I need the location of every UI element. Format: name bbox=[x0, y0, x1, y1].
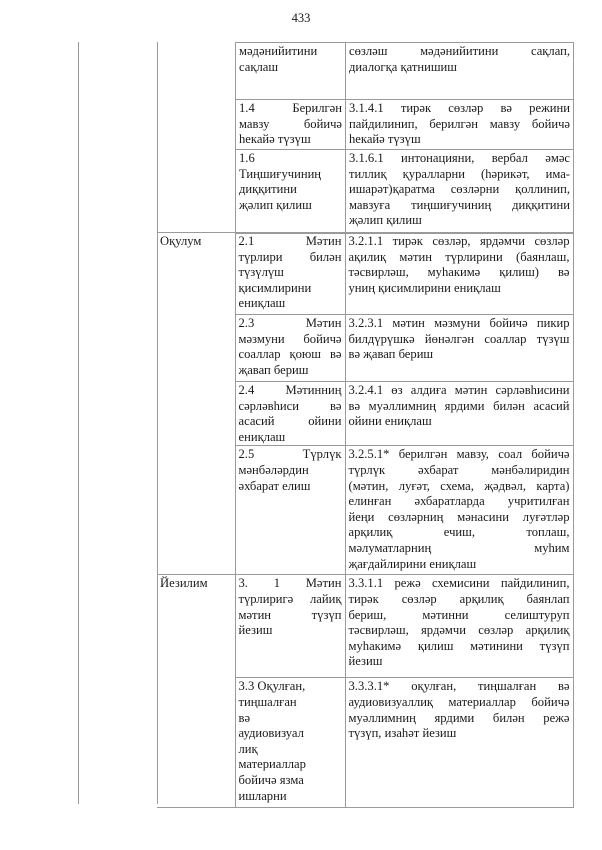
skill-label: Йезилим bbox=[160, 576, 208, 591]
text-line: бойичә язма bbox=[238, 772, 304, 787]
text-line: 2.1 Мәтин bbox=[238, 234, 342, 248]
text-line: униң қисимлирини ениқлаш bbox=[348, 280, 501, 295]
skill-cell-writing bbox=[157, 575, 235, 808]
outcome-cell bbox=[346, 150, 574, 234]
text-line: 2.4 Мәтинниң bbox=[238, 383, 342, 397]
table-row bbox=[157, 575, 573, 678]
text-line: җәлип қилиш bbox=[349, 213, 422, 228]
page-number: 433 bbox=[291, 11, 311, 25]
text-line: ишларни bbox=[238, 788, 287, 803]
text-line: муһакимә қилиш мәтинини түзүп bbox=[348, 638, 570, 653]
objective-cell bbox=[235, 575, 345, 678]
text-line: түрлүк әхбарат мәнбәлиридин bbox=[348, 462, 570, 477]
text-line: 3.1.4.1 тирәк сөзләр вә режини bbox=[349, 101, 570, 115]
text-line: (мәтин, луғәт, схема, җәдвәл, карта) bbox=[348, 478, 570, 493]
table-row bbox=[236, 43, 574, 100]
text-line: 3. 1 Мәтин bbox=[238, 576, 342, 591]
text-line: 2.3 Мәтин bbox=[238, 316, 342, 330]
text-line: йезиш bbox=[348, 654, 383, 669]
text-line: 3.2.3.1 мәтин мәзмуни бойичә пикир bbox=[348, 316, 570, 330]
text-line: 1.4 Берилгән bbox=[239, 101, 342, 115]
text-line: 3.3.3.1* оқулған, тиңшалған вә bbox=[348, 679, 570, 694]
text-line: тәсвирләш, муһакимә қилиш) вә bbox=[348, 265, 570, 280]
text-line: 3.3.1.1 режә схемисини пайдилинип, bbox=[348, 576, 570, 591]
objective-cell bbox=[235, 233, 345, 315]
text-line: түрлири билән bbox=[238, 249, 342, 264]
text-line: мәлуматларниң муһим bbox=[348, 540, 570, 555]
text-line: җағдайлирини ениқлаш bbox=[348, 556, 477, 571]
text-line: 3.1.6.1 интонацияни, вербал әмәс bbox=[349, 151, 570, 165]
outcome-cell bbox=[345, 315, 573, 382]
text-line: 2.5 Түрлүк bbox=[238, 447, 342, 462]
text-line: арқилиқ ечиш, топлаш, bbox=[348, 525, 570, 540]
objective-cell bbox=[236, 150, 346, 234]
text-line: диққитини bbox=[239, 182, 297, 197]
objective-cell bbox=[236, 43, 346, 100]
text-line: асасий ойини bbox=[238, 414, 342, 429]
outcome-cell bbox=[345, 446, 573, 575]
text-line: 3.2.1.1 тирәк сөзләр, ярдәмчи сөзләр bbox=[348, 234, 570, 248]
text-line: мәнбәләрдин bbox=[238, 462, 309, 477]
text-line: аудиовизуал bbox=[238, 726, 304, 741]
outcome-cell bbox=[345, 575, 573, 678]
text-line: түзүп, изаһәт йезиш bbox=[348, 726, 457, 741]
left-margin-rule bbox=[78, 42, 79, 804]
text-line: ақилиқ мәтин түрлирини (баянлаш, bbox=[348, 249, 570, 264]
text-line: вә муәллимниң ярдими билән асасий bbox=[348, 398, 570, 413]
skill-cell-reading bbox=[157, 233, 235, 575]
text-line: Тиңшиғучиниң bbox=[239, 166, 322, 181]
text-line: җавап бериш bbox=[238, 362, 309, 377]
text-line: җәлип қилиш bbox=[239, 197, 312, 212]
continuation-table bbox=[235, 42, 574, 234]
objective-cell bbox=[235, 382, 345, 446]
text-line: аудиовизуаллиқ материаллар бойичә bbox=[348, 694, 570, 709]
text-line: ойини ениқлаш bbox=[348, 414, 432, 429]
text-line: сөзләш мәдәнийитини сақлап, bbox=[349, 44, 570, 58]
objective-cell bbox=[235, 678, 345, 808]
text-line: тирәк сөзләр арқилиқ баянлап bbox=[348, 591, 570, 606]
text-line: тиңшалған bbox=[238, 694, 297, 709]
skill-label: Оқулум bbox=[160, 234, 202, 248]
text-line: 3.2.5.1* берилгән мавзу, соал бойичә bbox=[348, 447, 570, 462]
text-line: ениқлаш bbox=[238, 296, 286, 311]
table-row bbox=[157, 233, 573, 315]
text-line: 3.2.4.1 өз алдиға мәтин сәрләвһисини bbox=[348, 383, 570, 397]
text-line: мавзу бойичә bbox=[239, 116, 342, 131]
text-line: 1.6 bbox=[239, 151, 255, 165]
text-line: елинған әхбаратларда учритилған bbox=[348, 494, 570, 509]
objective-cell bbox=[235, 446, 345, 575]
skills-table bbox=[157, 232, 574, 808]
table-row bbox=[236, 100, 574, 150]
text-line: мәдәнийитини bbox=[239, 44, 318, 58]
text-line: муәллимниң ярдими билән режә bbox=[348, 710, 570, 725]
text-line: йезиш bbox=[238, 623, 273, 638]
text-line: сақлаш bbox=[239, 59, 279, 74]
text-line: билдүрүшкә йөнәлгән соаллар түзүш bbox=[348, 331, 570, 346]
outcome-cell bbox=[345, 382, 573, 446]
outcome-cell bbox=[346, 100, 574, 150]
table-row bbox=[236, 150, 574, 234]
text-line: һекайә түзүш bbox=[349, 132, 421, 147]
text-line: пайдилинип, берилгән мавзу бойичә bbox=[349, 116, 570, 131]
text-line: вә җавап бериш bbox=[348, 347, 434, 362]
text-line: бериш, мәтинни селиштуруп bbox=[348, 607, 570, 622]
text-line: ениқлаш bbox=[238, 429, 286, 444]
text-line: сәрләвһиси вә bbox=[238, 398, 342, 413]
text-line: мәзмуни бойичә bbox=[238, 331, 342, 346]
text-line: әхбарат елиш bbox=[238, 478, 311, 493]
text-line: мавзуға тиңшиғучиниң диққитини bbox=[349, 197, 570, 212]
outcome-cell bbox=[345, 233, 573, 315]
text-line: тиллиқ қуралларни (һәрикәт, има- bbox=[349, 166, 570, 181]
text-line: ишарәт)қаратма сөзләрни қоллинип, bbox=[349, 182, 570, 197]
text-line: һекайә түзүш bbox=[239, 132, 311, 147]
text-line: мәтин түзүп bbox=[238, 607, 342, 622]
text-line: лиқ bbox=[238, 741, 258, 756]
outcome-cell bbox=[346, 43, 574, 100]
text-line: тәсвирләш, ярдәмчи сөзләр арқилиқ bbox=[348, 623, 570, 638]
text-line: материаллар bbox=[238, 757, 306, 772]
text-line: түзүлүш bbox=[238, 265, 284, 280]
text-line: йеңи сөзләрниң мәнасини луғәтләр bbox=[348, 509, 570, 524]
text-line: қисимлирини bbox=[238, 280, 312, 295]
outcome-cell bbox=[345, 678, 573, 808]
text-line: вә bbox=[238, 710, 251, 725]
text-line: түрлиригә лайиқ bbox=[238, 591, 342, 606]
text-line: диалогқа қатнишиш bbox=[349, 59, 457, 74]
objective-cell bbox=[235, 315, 345, 382]
text-line: 3.3 Оқулған, bbox=[238, 679, 306, 694]
text-line: соаллар қоюш вә bbox=[238, 347, 342, 362]
objective-cell bbox=[236, 100, 346, 150]
